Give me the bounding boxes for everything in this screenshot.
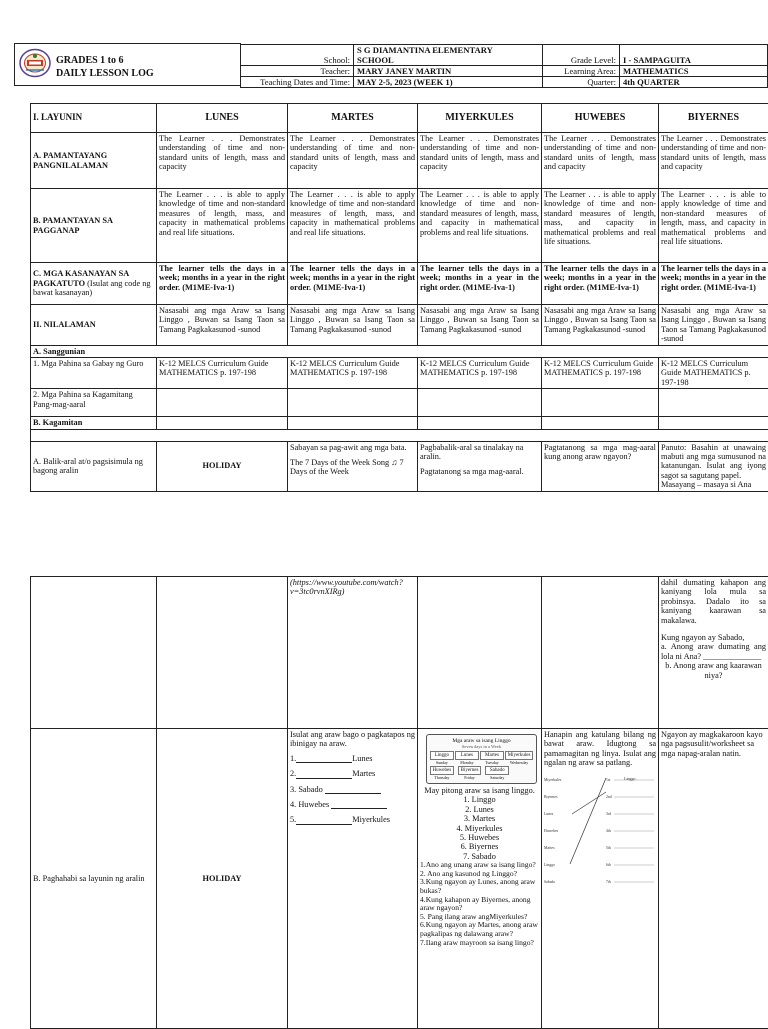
mini-day-en: Tuesday [480,760,504,765]
cell-kagamitan-lunes [157,417,288,429]
miy-day: 2. Lunes [420,805,539,814]
row-kagamitan [31,417,768,429]
cell-kagamitan-biyernes [659,417,768,429]
cell-c-huwebes: The learner tells the days in a week; months in a year in the right order. (M1ME-Iva-1) [542,263,659,305]
school-value [354,45,543,66]
huw-day: Sabado [544,874,561,891]
cell-nil-biyernes: Nasasabi ang mga Araw sa Isang Linggo , Buwan sa Isang Taon sa Tamang Pagkakasunod -sunod [659,305,768,346]
cell-balik-martes [288,441,418,491]
biy-cont-line1: dahil dumating kahapon ang kaniyang lola mula sa probinsya. Dadalo ito sa kaniyang kaarawan sa makalawa. [661,578,766,625]
cell-a-biyernes: The Learner . . . Demonstrates understanding of time and non-standard units of length, mass and capacity [659,133,768,189]
biy-cont-line2: Kung ngayon ay Sabado, [661,633,766,642]
huw-day: Miyerkules [544,772,561,789]
miy-questions [420,861,539,947]
cell-paghahabi-miyerkules [418,729,542,1029]
cell-b-miyerkules: The Learner . . . is able to apply knowledge of time and non-standard measures of length, mass, and capacity in mathematical problems and real life situations. [418,189,542,263]
cell-nil-miyerkules: Nasasabi ang mga Araw sa Isang Linggo , Buwan sa Isang Taon sa Tamang Pagkakasunod -sunod [418,305,542,346]
title-line2: DAILY LESSON LOG [56,67,154,80]
mini-day-en: Wednesday [505,760,533,765]
miy-question: 7.Ilang araw mayroon sa isang lingo? [420,939,539,948]
quarter-value: 4th QUARTER [620,77,768,88]
col-miyerkules: MIYERKULES [418,104,542,133]
huw-first-answer: Linggo [624,776,636,781]
row-label-balik: A. Balik-aral at/o pagsisimula ng bagong aralin [31,441,157,491]
cell-guro-huwebes: K-12 MELCS Curriculum Guide MATHEMATICS p. 197-198 [542,358,659,389]
huw-instruction: Hanapin ang katulang bilang ng bawat araw. Idugtong sa pamamagitan ng linya. Isulat ang ngalan ng araw sa patlang. [544,730,656,768]
cell-a-lunes: The Learner . . . Demonstrates understanding of time and non-standard units of length, mass and capacity [157,133,288,189]
item3-day: Sabado [298,785,322,794]
lesson-log-table [30,103,768,492]
item2-num: 2. [290,769,296,778]
row-label-kagamitang: 2. Mga Pahina sa Kagamitang Pang-mag-aaral [31,389,157,417]
mini-day-box [505,751,533,765]
martes-item-4 [290,800,415,809]
area-label: Learning Area: [543,66,620,77]
row-label-c [31,263,157,305]
row-kasanayan [31,263,768,305]
huw-day: Biyernes [544,789,561,806]
cell-balik-huwebes: Pagtatanong sa mga mag-aaral kung anong araw ngayon? [542,441,659,491]
cell-nil-lunes: Nasasabi ang mga Araw sa Isang Linggo , Buwan sa Isang Taon sa Tamang Pagkakasunod -sunod [157,305,288,346]
row-label-c-sub: (Isulat ang code ng bawat kasanayan) [33,279,151,297]
huw-day: Linggo [544,857,561,874]
biy-cont-line4: b. Anong araw ang kaarawan niya? [661,661,766,680]
cell-guro-biyernes: K-12 MELCS Curriculum Guide MATHEMATICS p. 197-198 [659,358,768,389]
balik-biy-line2: Masayang – masaya si Ana [661,480,766,489]
cell-paghahabi-martes [288,729,418,1029]
miy-day: 4. Miyerkules [420,824,539,833]
item3-num: 3. [290,785,296,794]
row-label-c-title: C. MGA KASANAYAN SA PAGKATUTO [33,269,129,287]
row-paghahabi [31,729,768,1029]
cell-c-martes: The learner tells the days in a week; months in a year in the right order. (M1ME-Iva-1) [288,263,418,305]
mini-day-box [430,751,454,765]
row-kagamitang-mag-aaral [31,389,768,417]
huw-days-col [544,772,561,891]
teacher-label: Teacher: [241,66,354,77]
cell-balik-lunes-holiday: HOLIDAY [157,441,288,491]
miy-day: 7. Sabado [420,852,539,861]
row-label-guro: 1. Mga Pahina sa Gabay ng Guro [31,358,157,389]
cell-guro-miyerkules: K-12 MELCS Curriculum Guide MATHEMATICS p. 197-198 [418,358,542,389]
cell-c-miyerkules: The learner tells the days in a week; months in a year in the right order. (M1ME-Iva-1) [418,263,542,305]
column-header-row [31,104,768,133]
cell-balik-biyernes [659,441,768,491]
row-sanggunian [31,345,768,357]
cell-kag-biyernes [659,389,768,417]
martes-item-2 [290,769,415,778]
mini-day: Biyernes [458,766,482,775]
row-label-b: B. PAMANTAYAN SA PAGGANAP [31,189,157,263]
martes-instruction: Isulat ang araw bago o pagkatapos ng ibinigay na araw. [290,730,415,749]
row-label-sanggunian: A. Sanggunian [31,345,768,357]
header-title-box [14,43,241,86]
cell-kag-huwebes [542,389,659,417]
row-balik-aral-cont [31,577,768,729]
row-gabay-guro [31,358,768,389]
martes-item-3 [290,785,415,794]
huw-num: 4th [606,823,612,840]
martes-item-5 [290,815,415,824]
cell-guro-martes: K-12 MELCS Curriculum Guide MATHEMATICS p. 197-198 [288,358,418,389]
mini-row1 [430,751,533,765]
answer-blank[interactable] [296,816,352,825]
mini-day: Sabado [485,766,509,775]
cell-a-huwebes: The Learner . . . Demonstrates understanding of time and non-standard units of length, mass and capacity [542,133,659,189]
col-layunin: I. LAYUNIN [31,104,157,133]
miy-day: 6. Biyernes [420,842,539,851]
cell-cont-biyernes [659,577,768,729]
huw-num: 7th [606,874,612,891]
miy-day: 1. Linggo [420,795,539,804]
col-martes: MARTES [288,104,418,133]
answer-blank[interactable] [325,785,381,794]
cell-kagamitan-martes [288,417,418,429]
huw-num: 2nd [606,789,612,806]
item4-num: 4. [290,800,296,809]
item1-day: Lunes [352,754,372,763]
school-value-line1: S G DIAMANTINA ELEMENTARY [357,45,539,55]
row-spacer [31,429,768,441]
cell-paghahabi-biyernes: Ngayon ay magkakaroon kayo nga pagsusulit/worksheet sa mga napag-aralan natin. [659,729,768,1029]
miy-question: 3.Kung ngayon ay Lunes, anong araw bukas? [420,878,539,895]
mini-day: Huwebes [430,766,454,775]
header-info-table [240,44,768,88]
cell-cont-miyerkules [418,577,542,729]
teacher-value: MARY JANEY MARTIN [354,66,543,77]
mini-day-box [485,766,509,780]
item2-day: Martes [352,769,375,778]
balik-martes-line2: The 7 Days of the Week Song ♫ 7 Days of the Week [290,458,415,477]
cell-kag-miyerkules [418,389,542,417]
cell-cont-label [31,577,157,729]
huw-num: 5th [606,840,612,857]
mini-day-en: Saturday [485,775,509,780]
miy-question: 6.Kung ngayon ay Martes, anong araw pagkalipas ng dalawang araw? [420,921,539,938]
huw-num: 3rd [606,806,612,823]
balik-martes-line1: Sabayan sa pag-awit ang mga bata. [290,443,415,452]
days-chart-image [426,734,537,784]
school-value-line2: SCHOOL [357,55,539,65]
cell-b-biyernes: The Learner . . . is able to apply knowledge of time and non-standard measures of length, mass, and capacity in mathematical problems and real life situations. [659,189,768,263]
cell-nil-martes: Nasasabi ang mga Araw sa Isang Linggo , Buwan sa Isang Taon sa Tamang Pagkakasunod -sunod [288,305,418,346]
miy-intro: May pitong araw sa isang linggo. [420,786,539,795]
mini-day-box [458,766,482,780]
item4-day: Huwebes [298,800,329,809]
huw-num: 1st [606,772,612,789]
row-pamantayan-sa-pagganap [31,189,768,263]
title-line1: GRADES 1 to 6 [56,54,154,67]
row-label-nilalaman: II. NILALAMAN [31,305,157,346]
cell-a-martes: The Learner . . . Demonstrates understanding of time and non-standard units of length, mass and capacity [288,133,418,189]
martes-item-1 [290,754,415,763]
miy-question: 2. Ano ang kasunod ng Linggo? [420,870,539,879]
area-value: MATHEMATICS [620,66,768,77]
cell-kagamitan-huwebes [542,417,659,429]
spacer-cell [31,429,768,441]
answer-blank[interactable] [296,754,352,763]
mini-day-en: Sunday [430,760,454,765]
school-label: School: [241,45,354,66]
item5-day: Miyerkules [352,815,390,824]
miy-days-list [420,795,539,861]
grade-value: I - SAMPAGUITA [620,45,768,66]
miy-question: 5. Pang ilang araw angMiyerkules? [420,913,539,922]
cell-c-lunes: The learner tells the days in a week; months in a year in the right order. (M1ME-Iva-1) [157,263,288,305]
miy-question: 4.Kung kahapon ay Biyernes, anong araw ngayon? [420,896,539,913]
cell-paghahabi-lunes-holiday: HOLIDAY [157,729,288,1029]
matching-worksheet [544,772,656,892]
mini-day-en: Thursday [430,775,454,780]
lesson-log-table-page2 [30,576,768,1029]
youtube-link[interactable]: (https://www.youtube.com/watch?v=3tc0rvnXIRg) [288,577,418,729]
mini-day-en: Friday [458,775,482,780]
cell-c-biyernes: The learner tells the days in a week; months in a year in the right order. (M1ME-Iva-1) [659,263,768,305]
grade-label: Grade Level: [543,45,620,66]
item1-num: 1. [290,754,296,763]
mini-day-box [455,751,479,765]
row-balik-aral [31,441,768,491]
row-pamantayang-pangnilalaman [31,133,768,189]
huw-num: 6th [606,857,612,874]
cell-nil-huwebes: Nasasabi ang mga Araw sa Isang Linggo , Buwan sa Isang Taon sa Tamang Pagkakasunod -sunod [542,305,659,346]
answer-blank[interactable] [296,770,352,779]
answer-blank[interactable] [331,800,387,809]
mini-title: Mga araw sa isang Linggo [430,738,533,744]
balik-miy-line1: Pagbabalik-aral sa tinalakay na aralin. [420,443,539,462]
miy-day: 3. Martes [420,814,539,823]
col-biyernes: BIYERNES [659,104,768,133]
row-label-kagamitan: B. Kagamitan [31,417,157,429]
cell-kagamitan-miyerkules [418,417,542,429]
dates-label: Teaching Dates and Time: [241,77,354,88]
row-label-a: A. PAMANTAYANG PANGNILALAMAN [31,133,157,189]
quarter-label: Quarter: [543,77,620,88]
row-nilalaman [31,305,768,346]
mini-day: Linggo [430,751,454,760]
mini-day: Lunes [455,751,479,760]
mini-day-box [480,751,504,765]
huw-nums-col [606,772,612,891]
cell-paghahabi-huwebes [542,729,659,1029]
cell-b-huwebes: The Learner . . . is able to apply knowledge of time and non-standard measures of length, mass, and capacity in mathematical problems and real life situations. [542,189,659,263]
balik-miy-line2: Pagtatanong sa mga mag-aaral. [420,467,539,476]
mini-row2 [430,766,533,780]
col-huwebes: HUWEBES [542,104,659,133]
huw-day: Lunes [544,806,561,823]
cell-b-martes: The Learner . . . is able to apply knowledge of time and non-standard measures of length, mass, and capacity in mathematical problems and real life situations. [288,189,418,263]
huw-day: Huwebes [544,823,561,840]
cell-cont-lunes [157,577,288,729]
cell-b-lunes: The Learner . . . is able to apply knowledge of time and non-standard measures of length, mass, and capacity in mathematical problems and real life situations. [157,189,288,263]
cell-guro-lunes: K-12 MELCS Curriculum Guide MATHEMATICS p. 197-198 [157,358,288,389]
dates-value: MAY 2-5, 2023 (WEEK 1) [354,77,543,88]
cell-kag-martes [288,389,418,417]
mini-day: Martes [480,751,504,760]
miy-question: 1.Ano ang unang araw sa isang lingo? [420,861,539,870]
miy-day: 5. Huwebes [420,833,539,842]
balik-biy-line1: Panuto: Basahin at unawaing mabuti ang mga sumusunod na katanungan. Isulat ang iyong sagot sa sagutang papel. [661,443,766,481]
col-lunes: LUNES [157,104,288,133]
cell-balik-miyerkules [418,441,542,491]
mini-day-box [430,766,454,780]
mini-day-en: Monday [455,760,479,765]
cell-a-miyerkules: The Learner . . . Demonstrates understanding of time and non-standard units of length, mass and capacity [418,133,542,189]
mini-subtitle: Seven days in a Week [430,744,533,749]
cell-kag-lunes [157,389,288,417]
mini-day: Miyerkules [505,751,533,760]
huw-day: Martes [544,840,561,857]
item5-num: 5. [290,815,296,824]
biy-cont-line3: a. Anong araw dumating ang lola ni Ana? ______________ [661,642,766,661]
cell-cont-huwebes [542,577,659,729]
row-label-paghahabi: B. Paghahabi sa layunin ng aralin [31,729,157,1029]
